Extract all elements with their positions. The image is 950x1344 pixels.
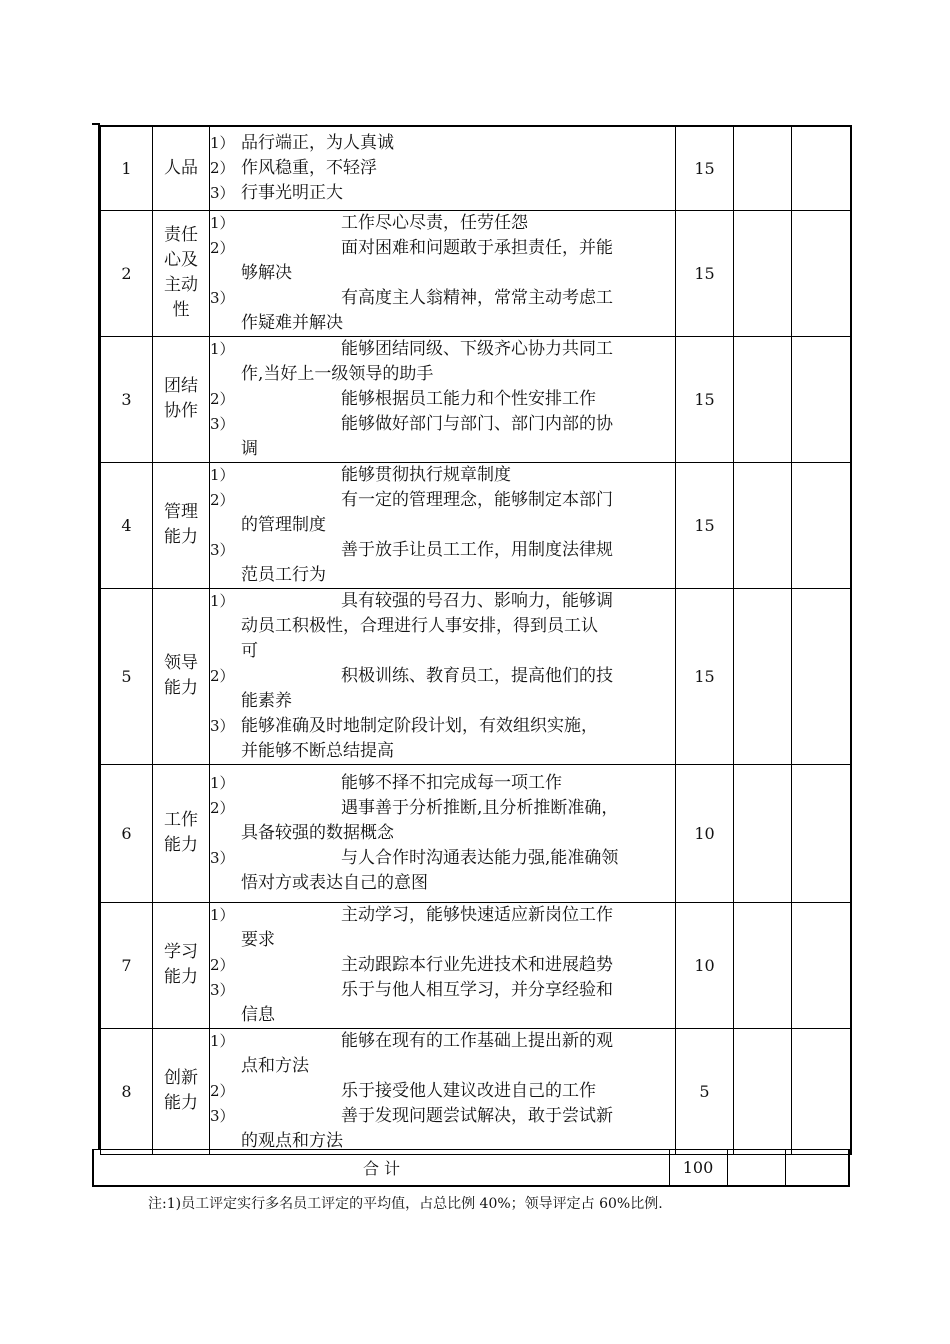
item-line: 有一定的管理理念，能够制定本部门 xyxy=(341,489,613,510)
item-text xyxy=(241,1104,675,1154)
criteria-cell xyxy=(210,902,676,1028)
item-line: 并能够不断总结提高 xyxy=(241,740,394,761)
item-text xyxy=(241,589,675,664)
criteria-item xyxy=(210,1029,675,1079)
criteria-cell xyxy=(210,336,676,462)
criteria-item xyxy=(210,181,675,206)
item-number: 2） xyxy=(210,1081,235,1100)
row-number: 4 xyxy=(101,462,153,588)
item-text xyxy=(241,181,675,206)
score-cell: 15 xyxy=(676,126,734,210)
table-row xyxy=(101,210,851,336)
criteria-item xyxy=(210,337,675,387)
item-number: 3） xyxy=(210,716,235,735)
item-line: 善于放手让员工工作，用制度法律规 xyxy=(341,539,613,560)
row-number: 1 xyxy=(101,126,153,210)
table-row xyxy=(101,336,851,462)
item-number: 2） xyxy=(210,798,235,817)
item-number: 3） xyxy=(210,540,235,559)
evaluation-table xyxy=(100,125,850,1155)
table-row xyxy=(101,462,851,588)
criteria-cell xyxy=(210,588,676,764)
item-number: 2） xyxy=(210,238,235,257)
total-label: 合 计 xyxy=(362,1159,401,1178)
item-line: 主动学习，能够快速适应新岗位工作 xyxy=(341,904,613,925)
item-text xyxy=(241,412,675,462)
footnote: 注:1)员工评定实行多名员工评定的平均值，占总比例 40%；领导评定占 60%比例. xyxy=(148,1196,663,1212)
divider xyxy=(727,1150,728,1185)
criteria-cell xyxy=(210,764,676,902)
empty-score-cell xyxy=(792,764,851,902)
empty-score-cell xyxy=(734,210,792,336)
criteria-item xyxy=(210,1104,675,1154)
category-line: 人品 xyxy=(164,157,198,178)
item-line: 乐于接受他人建议改进自己的工作 xyxy=(341,1080,596,1101)
item-text xyxy=(241,1029,675,1079)
total-value: 100 xyxy=(682,1158,714,1177)
item-number: 2） xyxy=(210,158,235,177)
category-line: 学习 xyxy=(164,942,198,962)
item-text xyxy=(241,796,675,846)
item-text xyxy=(241,337,675,387)
item-text xyxy=(241,953,675,978)
item-line: 品行端正，为人真诚 xyxy=(241,132,394,153)
table-body xyxy=(101,126,851,1154)
category-line: 责任 xyxy=(164,225,198,245)
criteria-item xyxy=(210,412,675,462)
item-number: 3） xyxy=(210,414,235,433)
item-line: 有高度主人翁精神，常常主动考虑工 xyxy=(341,287,613,308)
empty-score-cell xyxy=(734,336,792,462)
item-number: 3） xyxy=(210,1106,235,1125)
item-line: 能够团结同级、下级齐心协力共同工 xyxy=(341,338,613,359)
empty-score-cell xyxy=(792,1028,851,1154)
item-line: 积极训练、教育员工，提高他们的技 xyxy=(341,665,613,686)
category-line: 工作 xyxy=(164,810,198,830)
item-number: 1） xyxy=(210,1031,235,1050)
item-text xyxy=(241,1079,675,1104)
criteria-item xyxy=(210,538,675,588)
category-cell xyxy=(153,902,210,1028)
criteria-cell xyxy=(210,126,676,210)
item-number: 1） xyxy=(210,213,235,232)
item-number: 1） xyxy=(210,591,235,610)
criteria-item xyxy=(210,286,675,336)
item-line: 作,当好上一级领导的助手 xyxy=(241,363,434,384)
item-text xyxy=(241,846,675,896)
item-line: 够解决 xyxy=(241,262,292,283)
category-cell xyxy=(153,1028,210,1154)
row-number: 6 xyxy=(101,764,153,902)
score-cell: 15 xyxy=(676,462,734,588)
item-line: 能够准确及时地制定阶段计划，有效组织实施， xyxy=(241,715,598,736)
item-number: 2） xyxy=(210,490,235,509)
criteria-cell xyxy=(210,210,676,336)
empty-score-cell xyxy=(792,210,851,336)
item-line: 具备较强的数据概念 xyxy=(241,822,394,843)
criteria-item xyxy=(210,771,675,796)
item-number: 2） xyxy=(210,389,235,408)
item-number: 1） xyxy=(210,465,235,484)
item-text xyxy=(241,978,675,1028)
item-text xyxy=(241,131,675,156)
empty-score-cell xyxy=(792,902,851,1028)
category-line: 能力 xyxy=(164,527,198,547)
item-number: 1） xyxy=(210,905,235,924)
score-cell: 15 xyxy=(676,588,734,764)
item-number: 1） xyxy=(210,133,235,152)
empty-score-cell xyxy=(734,588,792,764)
item-number: 2） xyxy=(210,666,235,685)
item-line: 点和方法 xyxy=(241,1055,309,1076)
divider xyxy=(785,1150,786,1185)
item-text xyxy=(241,286,675,336)
category-line: 协作 xyxy=(164,401,198,421)
item-line: 能够不择不扣完成每一项工作 xyxy=(341,772,562,793)
empty-score-cell xyxy=(792,336,851,462)
item-number: 3） xyxy=(210,848,235,867)
category-line: 能力 xyxy=(164,835,198,855)
category-line: 性 xyxy=(172,300,190,320)
category-cell xyxy=(153,210,210,336)
item-text xyxy=(241,156,675,181)
empty-score-cell xyxy=(792,462,851,588)
item-number: 2） xyxy=(210,955,235,974)
criteria-item xyxy=(210,387,675,412)
criteria-item xyxy=(210,1079,675,1104)
item-number: 3） xyxy=(210,288,235,307)
item-line: 信息 xyxy=(241,1004,275,1025)
empty-score-cell xyxy=(734,462,792,588)
criteria-item xyxy=(210,714,675,764)
category-cell xyxy=(153,764,210,902)
empty-score-cell xyxy=(734,764,792,902)
item-line: 具有较强的号召力、影响力，能够调 xyxy=(341,590,613,611)
item-line: 行事光明正大 xyxy=(241,182,343,203)
row-number: 2 xyxy=(101,210,153,336)
item-number: 3） xyxy=(210,980,235,999)
item-line: 能够做好部门与部门、部门内部的协 xyxy=(341,413,613,434)
criteria-item xyxy=(210,589,675,664)
criteria-item xyxy=(210,978,675,1028)
row-number: 5 xyxy=(101,588,153,764)
item-text xyxy=(241,903,675,953)
category-cell xyxy=(153,588,210,764)
criteria-item xyxy=(210,953,675,978)
empty-score-cell xyxy=(734,902,792,1028)
table-row xyxy=(101,1028,851,1154)
item-text xyxy=(241,714,675,764)
item-text xyxy=(241,211,675,236)
category-cell xyxy=(153,462,210,588)
score-cell: 10 xyxy=(676,902,734,1028)
item-line: 的管理制度 xyxy=(241,514,326,535)
score-cell: 15 xyxy=(676,210,734,336)
score-cell: 5 xyxy=(676,1028,734,1154)
item-number: 1） xyxy=(210,773,235,792)
category-line: 能力 xyxy=(164,1093,198,1113)
criteria-cell xyxy=(210,462,676,588)
table-row xyxy=(101,764,851,902)
item-line: 乐于与他人相互学习，并分享经验和 xyxy=(341,979,613,1000)
criteria-item xyxy=(210,488,675,538)
category-cell xyxy=(153,126,210,210)
item-text xyxy=(241,538,675,588)
category-line: 能力 xyxy=(164,678,198,698)
category-line: 管理 xyxy=(164,502,198,522)
item-line: 悟对方或表达自己的意图 xyxy=(241,872,428,893)
category-line: 主动 xyxy=(164,275,198,295)
category-line: 团结 xyxy=(164,376,198,396)
item-text xyxy=(241,236,675,286)
total-row xyxy=(92,1149,850,1187)
row-number: 8 xyxy=(101,1028,153,1154)
item-line: 调 xyxy=(241,438,258,459)
empty-score-cell xyxy=(734,126,792,210)
criteria-item xyxy=(210,236,675,286)
criteria-item xyxy=(210,463,675,488)
empty-score-cell xyxy=(734,1028,792,1154)
criteria-item xyxy=(210,903,675,953)
item-line: 与人合作时沟通表达能力强,能准确领 xyxy=(341,847,619,868)
empty-score-cell xyxy=(792,588,851,764)
item-line: 面对困难和问题敢于承担责任，并能 xyxy=(341,237,613,258)
category-line: 心及 xyxy=(164,250,198,270)
row-number: 3 xyxy=(101,336,153,462)
item-line: 范员工行为 xyxy=(241,564,326,585)
item-line: 可 xyxy=(241,640,258,661)
criteria-cell xyxy=(210,1028,676,1154)
score-cell: 15 xyxy=(676,336,734,462)
criteria-item xyxy=(210,664,675,714)
table-row xyxy=(101,126,851,210)
category-line: 领导 xyxy=(164,653,198,673)
empty-score-cell xyxy=(792,126,851,210)
criteria-item xyxy=(210,796,675,846)
criteria-item xyxy=(210,211,675,236)
category-line: 创新 xyxy=(164,1068,198,1088)
item-line: 能够根据员工能力和个性安排工作 xyxy=(341,388,596,409)
item-line: 工作尽心尽责，任劳任怨 xyxy=(341,212,528,233)
table-row xyxy=(101,588,851,764)
item-text xyxy=(241,771,675,796)
item-line: 主动跟踪本行业先进技术和进展趋势 xyxy=(341,954,613,975)
item-text xyxy=(241,387,675,412)
item-line: 遇事善于分析推断,且分析推断准确， xyxy=(341,797,619,818)
category-line: 能力 xyxy=(164,967,198,987)
item-line: 作风稳重，不轻浮 xyxy=(241,157,377,178)
item-line: 能够在现有的工作基础上提出新的观 xyxy=(341,1030,613,1051)
category-cell xyxy=(153,336,210,462)
criteria-item xyxy=(210,846,675,896)
item-line: 要求 xyxy=(241,929,275,950)
item-line: 善于发现问题尝试解决，敢于尝试新 xyxy=(341,1105,613,1126)
table-row xyxy=(101,902,851,1028)
score-cell: 10 xyxy=(676,764,734,902)
item-line: 能素养 xyxy=(241,690,292,711)
item-text xyxy=(241,463,675,488)
criteria-item xyxy=(210,156,675,181)
item-number: 1） xyxy=(210,339,235,358)
item-line: 作疑难并解决 xyxy=(241,312,343,333)
item-line: 能够贯彻执行规章制度 xyxy=(341,464,511,485)
item-number: 3） xyxy=(210,183,235,202)
row-number: 7 xyxy=(101,902,153,1028)
item-text xyxy=(241,488,675,538)
item-text xyxy=(241,664,675,714)
criteria-item xyxy=(210,131,675,156)
item-line: 动员工积极性，合理进行人事安排，得到员工认 xyxy=(241,615,598,636)
item-line: 的观点和方法 xyxy=(241,1130,343,1151)
